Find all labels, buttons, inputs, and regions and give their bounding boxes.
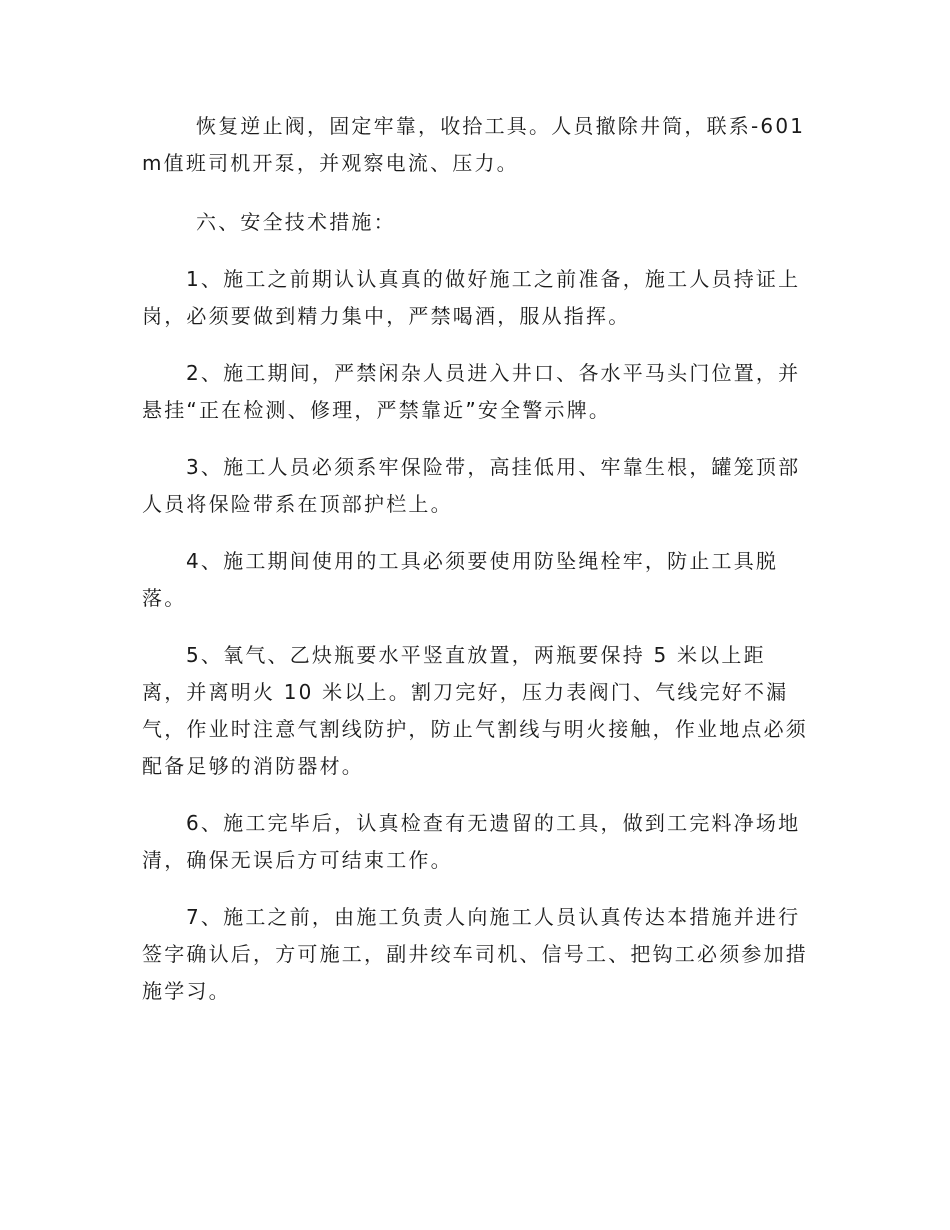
safety-item-3: 3、施工人员必须系牢保险带，高挂低用、牢靠生根，罐笼顶部人员将保险带系在顶部护栏上。 — [142, 455, 801, 516]
safety-item-2: 2、施工期间，严禁闲杂人员进入井口、各水平马头门位置，并悬挂“正在检测、修理，严禁靠近”安全警示牌。 — [142, 361, 801, 422]
safety-item-4: 4、施工期间使用的工具必须要使用防坠绳栓牢，防止工具脱落。 — [142, 549, 779, 610]
section-heading: 六、安全技术措施： — [196, 210, 396, 234]
safety-item-5: 5、氧气、乙炔瓶要水平竖直放置，两瓶要保持 5 米以上距离，并离明火 10 米以上。割刀完好，压力表阀门、气线完好不漏气，作业时注意气割线防护，防止气割线与明火接触，作业地点必须配备足够的消防器材。 — [142, 643, 808, 778]
intro-paragraph: 恢复逆止阀，固定牢靠，收拾工具。人员撤除井筒，联系-601m值班司机开泵，并观察电流、压力。 — [142, 114, 806, 175]
safety-item-1: 1、施工之前期认认真真的做好施工之前准备，施工人员持证上岗，必须要做到精力集中，严禁喝酒，服从指挥。 — [142, 267, 801, 328]
safety-item-7: 7、施工之前，由施工负责人向施工人员认真传达本措施并进行签字确认后，方可施工，副井绞车司机、信号工、把钩工必须参加措施学习。 — [142, 905, 808, 1003]
safety-item-6: 6、施工完毕后，认真检查有无遗留的工具，做到工完料净场地清，确保无误后方可结束工作。 — [142, 811, 801, 872]
document-body — [142, 108, 810, 1010]
